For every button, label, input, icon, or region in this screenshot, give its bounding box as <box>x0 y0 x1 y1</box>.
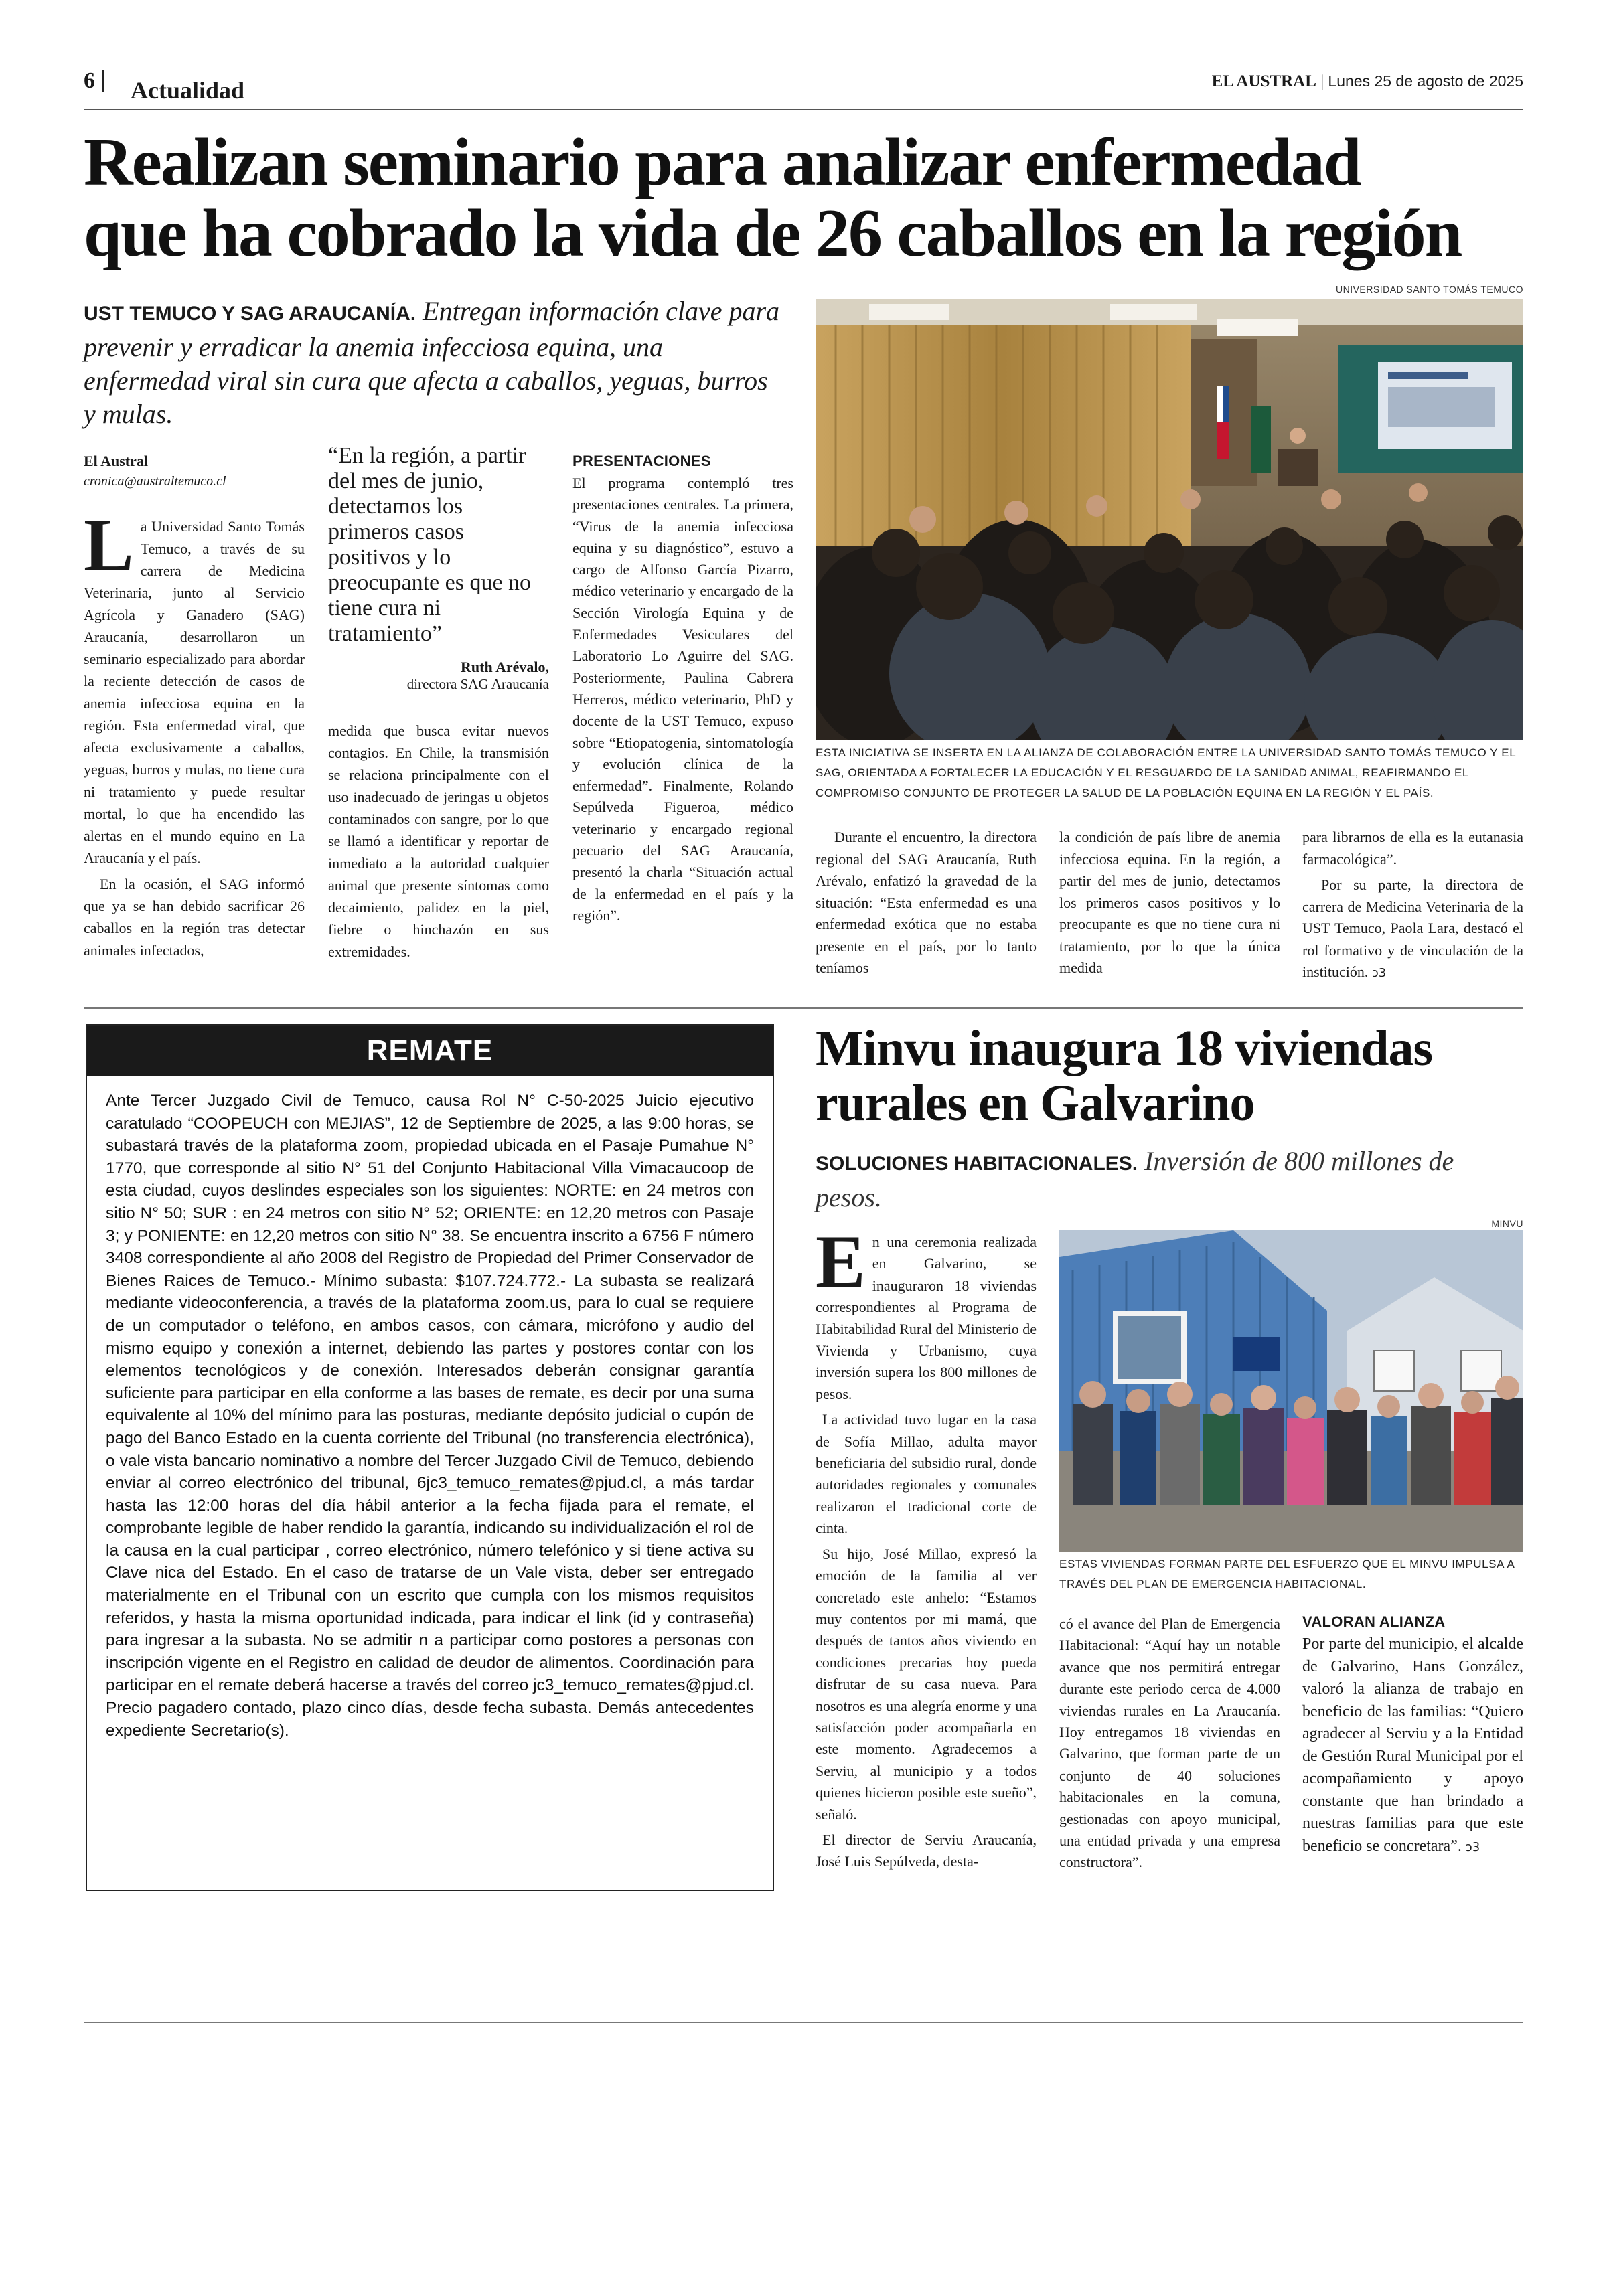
end-mark: ↄ3 <box>1371 966 1387 980</box>
masthead-right: EL AUSTRAL | Lunes 25 de agosto de 2025 <box>1211 72 1523 90</box>
byline <box>84 453 305 489</box>
dropcap: L <box>84 504 134 587</box>
article2-col-1: En una ceremonia realizada en Galvarino, se inauguraron 18 viviendas correspondientes al Programa de Habitabilidad Rural del Ministerio de Vivienda y Urbanismo, cuya inversión supera los 800 millones de pesos. La actividad tuvo lugar en la casa de Sofía Millao, adulta mayor beneficiaria del subsidio rural, donde autoridades regionales y comunales realizaron el tradicional corte de cinta. Su hijo, José Millao, expresó la emoción de la familia al ver concretado este anhelo: “Estamos muy contentos por mi mamá, que después de tantos años viviendo en condiciones precarias hoy pueda disfrutar de su casa nueva. Para nosotros es una alegría enorme y una satisfacción poder acompañarla en este momento. Agradecemos a Serviu, al municipio y a todos quienes hicieron posible este sueño”, señaló. El director de Serviu Araucanía, José Luis Sepúlveda, desta- <box>816 1220 1037 1870</box>
kicker2: SOLUCIONES HABITACIONALES. <box>816 1153 1138 1175</box>
photo-credit: UNIVERSIDAD SANTO TOMÁS TEMUCO <box>1335 284 1523 295</box>
subhead-presentaciones: PRESENTACIONES <box>572 453 711 469</box>
headline2-line-2: rurales en Galvarino <box>816 1075 1255 1131</box>
article2-headline <box>816 1021 1523 1131</box>
remate-header: REMATE <box>87 1026 773 1076</box>
remate-box <box>86 1024 774 1891</box>
subhead-valoran-alianza: VALORAN ALIANZA <box>1302 1613 1446 1630</box>
bottom-rule <box>84 2022 1523 2023</box>
article1-col-2: medida que busca evitar nuevos contagios. En Chile, la transmisión se relaciona principalmente con el uso inadecuado de jeringas u objetos contaminados con sangre, por lo que se llamó a identificar y reportar de inmediato a la autoridad cualquier animal que presente síntomas como decaimiento, palidez en la piel, fiebre o hinchazón en sus extremidades. <box>328 722 549 960</box>
page-number: 6 <box>84 68 95 93</box>
photo2-caption: ESTAS VIVIENDAS FORMAN PARTE DEL ESFUERZO QUE EL MINVU IMPULSA A TRAVÉS DEL PLAN DE EMERGENCIA HABITACIONAL. <box>1059 1558 1515 1590</box>
housing-illustration <box>1059 1230 1523 1552</box>
headline2-line-1: Minvu inaugura 18 viviendas <box>816 1020 1433 1076</box>
dropcap2: E <box>816 1220 866 1303</box>
article1-col-1: La Universidad Santo Tomás Temuco, a través de su carrera de Medicina Veterinaria, junto al Servicio Agrícola y Ganadero (SAG) Araucanía, desarrollaron un seminario especializado para abordar la reciente detección de casos de anemia infecciosa equina en la región. Esta enfermedad viral, que afecta exclusivamente a caballos, yeguas, burros y mulas, no tiene cura ni tratamiento y puede resultar mortal, lo que ha encendido las alertas en el mundo equino en La Araucanía y el país. En la ocasión, el SAG informó que ya se han debido sacrificar 26 caballos en la región tras detectar animales infectados, <box>84 504 305 959</box>
seminar-illustration <box>816 299 1523 740</box>
byline-author: El Austral <box>84 453 148 469</box>
photo2-credit: MINVU <box>1491 1218 1523 1229</box>
kicker: UST TEMUCO Y SAG ARAUCANÍA. <box>84 303 416 325</box>
section-title: Actualidad <box>131 77 245 104</box>
page-header <box>84 67 1523 107</box>
header-divider <box>102 70 104 92</box>
housing-photo <box>1059 1230 1523 1552</box>
issue-date: Lunes 25 de agosto de 2025 <box>1328 72 1523 90</box>
article1-col-4: Durante el encuentro, la directora regional del SAG Araucanía, Ruth Arévalo, enfatizó la gravedad de la situación: “Esta enfermedad es una enfermedad exótica que no estaba presente en el país, por lo tanto teníamos <box>816 829 1037 976</box>
remate-body: Ante Tercer Juzgado Civil de Temuco, causa Rol N° C-50-2025 Juicio ejecutivo caratulado “COOPEUCH con MEJIAS”, 12 de Septiembre de 2025, a las 9:00 horas, se subastará través de la plataforma zoom, propiedad ubicada en el Pasaje Pumahue N° 1770, que corresponde al sitio N° 51 del Conjunto Habitacional Villa Vimacaucoop de esta ciudad, cuyos deslindes especiales son los siguientes: NORTE: en 24 metros con sitio N° 50; SUR : en 24 metros con sitio N° 52; ORIENTE: en 12,20 metros con Pasaje 3; y PONIENTE: en 12,20 metros con sitio N° 38. Se encuentra inscrito a 6756 F número 3408 correspondiente al año 2008 del Registro de Propiedad del Primer Conservador de Bienes Raices de Temuco.- Mínimo subasta: $107.724.772.- La subasta se realizará mediante videoconferencia, a través de la plataforma zoom.us, para lo cual se requiere de un computador o teléfono, en ambos casos, con cámara, micrófono y audio del mismo equipo y conexión a internet, debiendo las partes y postores contar con los elementos tecnológicos y de conexión. Interesados deberán consignar garantía suficiente para participar en ella conforme a las bases de remate, es decir por una suma equivalente al 10% del mínimo para las posturas, mediante depósito judicial o cupón de pago del Banco Estado en la cuenta corriente del Tribunal (no transferencia electrónica), o vale vista bancario nominativo a nombre del Tercer Juzgado Civil de Temuco, debiendo enviar al correo electrónico del tribunal, 6jc3_temuco_remates@pjud.cl, a más tardar hasta las 12:00 horas del día hábil anterior a la fecha fijada para el remate, el comprobante legible de haber rendido la garantía, indicando su individualización el rol de la causa en la cual participar , correo electrónico, número telefónico y si tiene activa su Clave nica del Estado. En el caso de tratarse de un Vale vista, deber ser entregado materialmente en el Tribunal con un escrito que cumpla con los mismos requisitos referidos, y hasta la misma oportunidad indicada, para indicar el link (id y contraseña) para ingresar a la subasta. No se admitir n a participar como postores a personas con inscripción vigente en el Registro en calidad de deudor de alimentos. Coordinación para participar en el remate deberá hacerse a través del correo jc3_temuco_remates@pjud.cl. Precio pagadero contado, plazo cinco días, desde fecha subasta. Demás antecedentes expediente Secretario(s). <box>106 1092 754 1740</box>
end-mark-2: ↄ3 <box>1465 1839 1480 1854</box>
article2-col-2: có el avance del Plan de Emergencia Habitacional: “Aquí hay un notable avance que nos permitirá entregar durante este periodo cerca de 4.000 viviendas rurales en La Araucanía. Hoy entregamos 18 viviendas en Galvarino, que forman parte de un conjunto de 40 soluciones habitacionales en la comuna, gestionadas con apoyo municipal, una entidad privada y una empresa constructora”. <box>1059 1615 1280 1871</box>
deck-text: Entregan información clave para prevenir y erradicar la anemia infecciosa equina, una enfermedad viral sin cura que afecta a caballos, yeguas, burros y mulas. <box>84 296 780 429</box>
headline-line-2: que ha cobrado la vida de 26 caballos en la región <box>84 195 1462 271</box>
section-divider <box>84 1007 1523 1009</box>
article2-col-3: Por parte del municipio, el alcalde de Galvarino, Hans González, valoró la alianza de trabajo en beneficio de las familias: “Quiero agradecer al Serviu y a la Entidad de Gestión Rural Municipal por el acompañamiento y apoyo constante que han brindado a nuestras familias para que este beneficio se concretara”. ↄ3 <box>1302 1635 1523 1855</box>
article1-headline <box>84 127 1523 269</box>
article1-col-6: para librarnos de ella es la eutanasia farmacológica”. Por su parte, la directora de carrera de Medicina Veterinaria de la UST Temuco, Paola Lara, destacó el rol formativo y de vinculación de la institución. ↄ3 <box>1302 829 1523 980</box>
article1-col-5: la condición de país libre de anemia infecciosa equina. En la región, a partir del mes de junio, detectamos los primeros casos positivos y lo preocupante es que no tiene cura ni tratamiento, por lo que la única medida <box>1059 829 1280 976</box>
newspaper-name: EL AUSTRAL <box>1211 72 1316 90</box>
pull-quote <box>328 443 549 693</box>
quote-author: Ruth Arévalo, <box>461 659 549 675</box>
quote-text: “En la región, a partir del mes de junio, detectamos los primeros casos positivos y lo preocupante es que no tiene cura ni tratamiento” <box>328 443 532 646</box>
deck2-text: Inversión de 800 millones de pesos. <box>816 1146 1454 1212</box>
article1-deck <box>84 295 780 431</box>
article2-deck <box>816 1145 1523 1214</box>
header-rule <box>84 109 1523 110</box>
byline-email: cronica@australtemuco.cl <box>84 474 226 489</box>
photo-caption: ESTA INICIATIVA SE INSERTA EN LA ALIANZA DE COLABORACIÓN ENTRE LA UNIVERSIDAD SANTO TOMÁS TEMUCO Y EL SAG, ORIENTADA A FORTALECER LA EDUCACIÓN Y EL RESGUARDO DE LA SANIDAD ANIMAL, REAFIRMANDO EL COMPROMISO CONJUNTO DE PROTEGER LA SALUD DE LA POBLACIÓN EQUINA EN LA REGIÓN Y EL PAÍS. <box>816 746 1516 799</box>
headline-line-1: Realizan seminario para analizar enfermedad <box>84 125 1361 200</box>
article1-col-3: El programa contempló tres presentaciones centrales. La primera, “Virus de la anemia infecciosa equina y su diagnóstico”, estuvo a cargo de Alfonso García Pizarro, médico veterinario y encargado de la Sección Virología Equina y de Enfermedades Vesiculares del Laboratorio Lo Aguirre del SAG. Posteriormente, Paulina Cabrera Herreros, médico veterinario, PhD y docente de la UST Temuco, expuso sobre “Etiopatogenia, sintomatología y evolución clínica de la enfermedad”. Finalmente, Rolando Sepúlveda Figueroa, médico veterinario y encargado regional pecuario del SAG Araucanía, presentó la charla “Situación actual de la enfermedad en el país y la región”. <box>572 475 793 924</box>
quote-role: directora SAG Araucanía <box>406 676 549 692</box>
seminar-photo <box>816 299 1523 740</box>
